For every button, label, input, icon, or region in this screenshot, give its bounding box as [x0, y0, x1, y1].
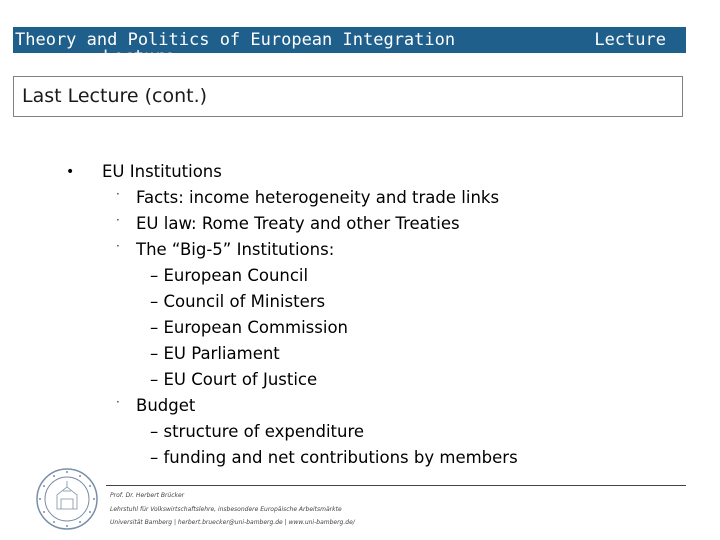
list-item: – European Council — [150, 266, 309, 285]
lecture-label: Lecture — [594, 30, 666, 50]
footer-author: Prof. Dr. Herbert Brücker — [110, 492, 185, 499]
slide-title: Last Lecture (cont.) — [22, 85, 208, 107]
university-seal-icon — [35, 467, 99, 531]
course-title: Theory and Politics of European Integration — [15, 30, 456, 50]
sub-bullet-marker: · — [116, 239, 120, 253]
list-item: Budget — [136, 396, 196, 415]
list-item: – structure of expenditure — [150, 422, 365, 441]
sub-bullet-marker: · — [116, 213, 120, 227]
list-item: – EU Parliament — [150, 344, 280, 363]
list-item: – European Commission — [150, 318, 349, 337]
footer-chair: Lehrstuhl für Volkswirtschaftslehre, insbesondere Europäische Arbeitsmärkte — [110, 506, 342, 513]
list-item: EU law: Rome Treaty and other Treaties — [136, 214, 460, 233]
list-item: – EU Court of Justice — [150, 370, 318, 389]
list-item: – funding and net contributions by members — [150, 448, 518, 467]
main-bullet: EU Institutions — [102, 162, 222, 181]
bullet-dot: • — [66, 164, 75, 180]
footer-divider — [106, 485, 686, 486]
slide-title-box — [13, 76, 683, 117]
list-item: – Council of Ministers — [150, 292, 326, 311]
header-bar — [13, 27, 686, 67]
sub-bullet-marker: · — [116, 187, 120, 201]
list-item: Facts: income heterogeneity and trade links — [136, 188, 500, 207]
course-title-overflow: Lecture — [103, 47, 175, 67]
list-item: The “Big-5” Institutions: — [136, 240, 335, 259]
footer-contact: Universität Bamberg | herbert.bruecker@uni-bamberg.de | www.uni-bamberg.de/ — [110, 519, 355, 526]
sub-bullet-marker: · — [116, 395, 120, 409]
